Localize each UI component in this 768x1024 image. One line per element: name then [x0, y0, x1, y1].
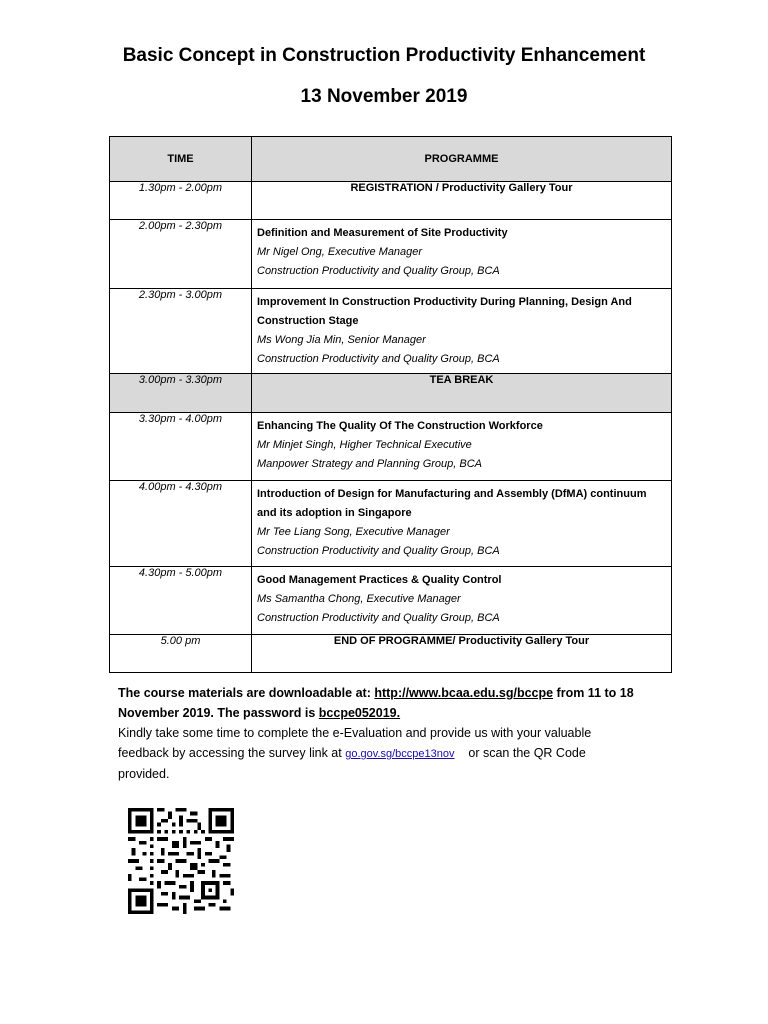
speaker-group: Construction Productivity and Quality Group, BCA: [257, 545, 500, 557]
column-header-programme: PROGRAMME: [252, 137, 672, 182]
programme-cell: [252, 220, 672, 289]
time-cell: 4.30pm - 5.00pm: [110, 567, 252, 635]
session-title: Good Management Practices & Quality Control: [257, 574, 502, 586]
table-row: [110, 481, 672, 567]
programme-cell: TEA BREAK: [252, 374, 672, 413]
time-cell: 3.00pm - 3.30pm: [110, 374, 252, 413]
speaker-name: Mr Nigel Ong, Executive Manager: [257, 246, 423, 258]
time-cell: 3.30pm - 4.00pm: [110, 413, 252, 481]
column-header-time: TIME: [110, 137, 252, 182]
feedback-note: [118, 723, 658, 784]
table-row: [110, 220, 672, 289]
session-title: Definition and Measurement of Site Productivity: [257, 227, 508, 239]
table-row: [110, 413, 672, 481]
session-title-line2: Construction Stage: [257, 315, 359, 327]
table-row: [110, 374, 672, 413]
password-text: November 2019. The password is: [118, 706, 319, 720]
time-cell: 2.00pm - 2.30pm: [110, 220, 252, 289]
speaker-name: Mr Minjet Singh, Higher Technical Executive: [257, 439, 472, 451]
session-title-line2: and its adoption in Singapore: [257, 507, 412, 519]
time-cell: 1.30pm - 2.00pm: [110, 182, 252, 220]
programme-cell: [252, 481, 672, 567]
session-title: Enhancing The Quality Of The Construction Workforce: [257, 420, 543, 432]
time-cell: 4.00pm - 4.30pm: [110, 481, 252, 567]
table-row: [110, 182, 672, 220]
table-header-row: [110, 137, 672, 182]
course-notes: [118, 683, 658, 784]
programme-cell: [252, 413, 672, 481]
feedback-text-3: or scan the QR Code: [454, 746, 586, 760]
password-value: bccpe052019.: [318, 706, 401, 720]
programme-table: [109, 136, 672, 673]
time-cell: 5.00 pm: [110, 635, 252, 673]
table-row: [110, 635, 672, 673]
speaker-name: Mr Tee Liang Song, Executive Manager: [257, 526, 450, 538]
programme-cell: [252, 289, 672, 374]
speaker-group: Construction Productivity and Quality Group, BCA: [257, 265, 500, 277]
table-row: [110, 289, 672, 374]
speaker-group: Construction Productivity and Quality Group, BCA: [257, 353, 500, 365]
feedback-text-1: Kindly take some time to complete the e-Evaluation and provide us with your valuable: [118, 726, 592, 740]
programme-cell: END OF PROGRAMME/ Productivity Gallery Tour: [252, 635, 672, 673]
speaker-group: Manpower Strategy and Planning Group, BCA: [257, 458, 483, 470]
speaker-name: Ms Wong Jia Min, Senior Manager: [257, 334, 426, 346]
session-title-line1: Improvement In Construction Productivity During Planning, Design And: [257, 296, 632, 308]
speaker-name: Ms Samantha Chong, Executive Manager: [257, 593, 461, 605]
course-materials-link[interactable]: http://www.bcaa.edu.sg/bccpe: [374, 686, 554, 700]
download-note: [118, 683, 658, 723]
programme-cell: REGISTRATION / Productivity Gallery Tour: [252, 182, 672, 220]
qr-code-icon[interactable]: [128, 806, 234, 916]
time-cell: 2.30pm - 3.00pm: [110, 289, 252, 374]
page-title: Basic Concept in Construction Productivity Enhancement: [122, 45, 646, 66]
download-text: The course materials are downloadable at:: [118, 686, 375, 700]
session-title-line1: Introduction of Design for Manufacturing and Assembly (DfMA) continuum: [257, 488, 647, 500]
speaker-group: Construction Productivity and Quality Group, BCA: [257, 612, 500, 624]
programme-cell: [252, 567, 672, 635]
feedback-text-2: feedback by accessing the survey link at: [118, 746, 346, 760]
event-date: 13 November 2019: [300, 86, 468, 107]
feedback-text-4: provided.: [118, 767, 170, 781]
table-row: [110, 567, 672, 635]
download-dates: from 11 to 18: [553, 686, 634, 700]
survey-link[interactable]: go.gov.sg/bccpe13nov: [345, 748, 455, 760]
